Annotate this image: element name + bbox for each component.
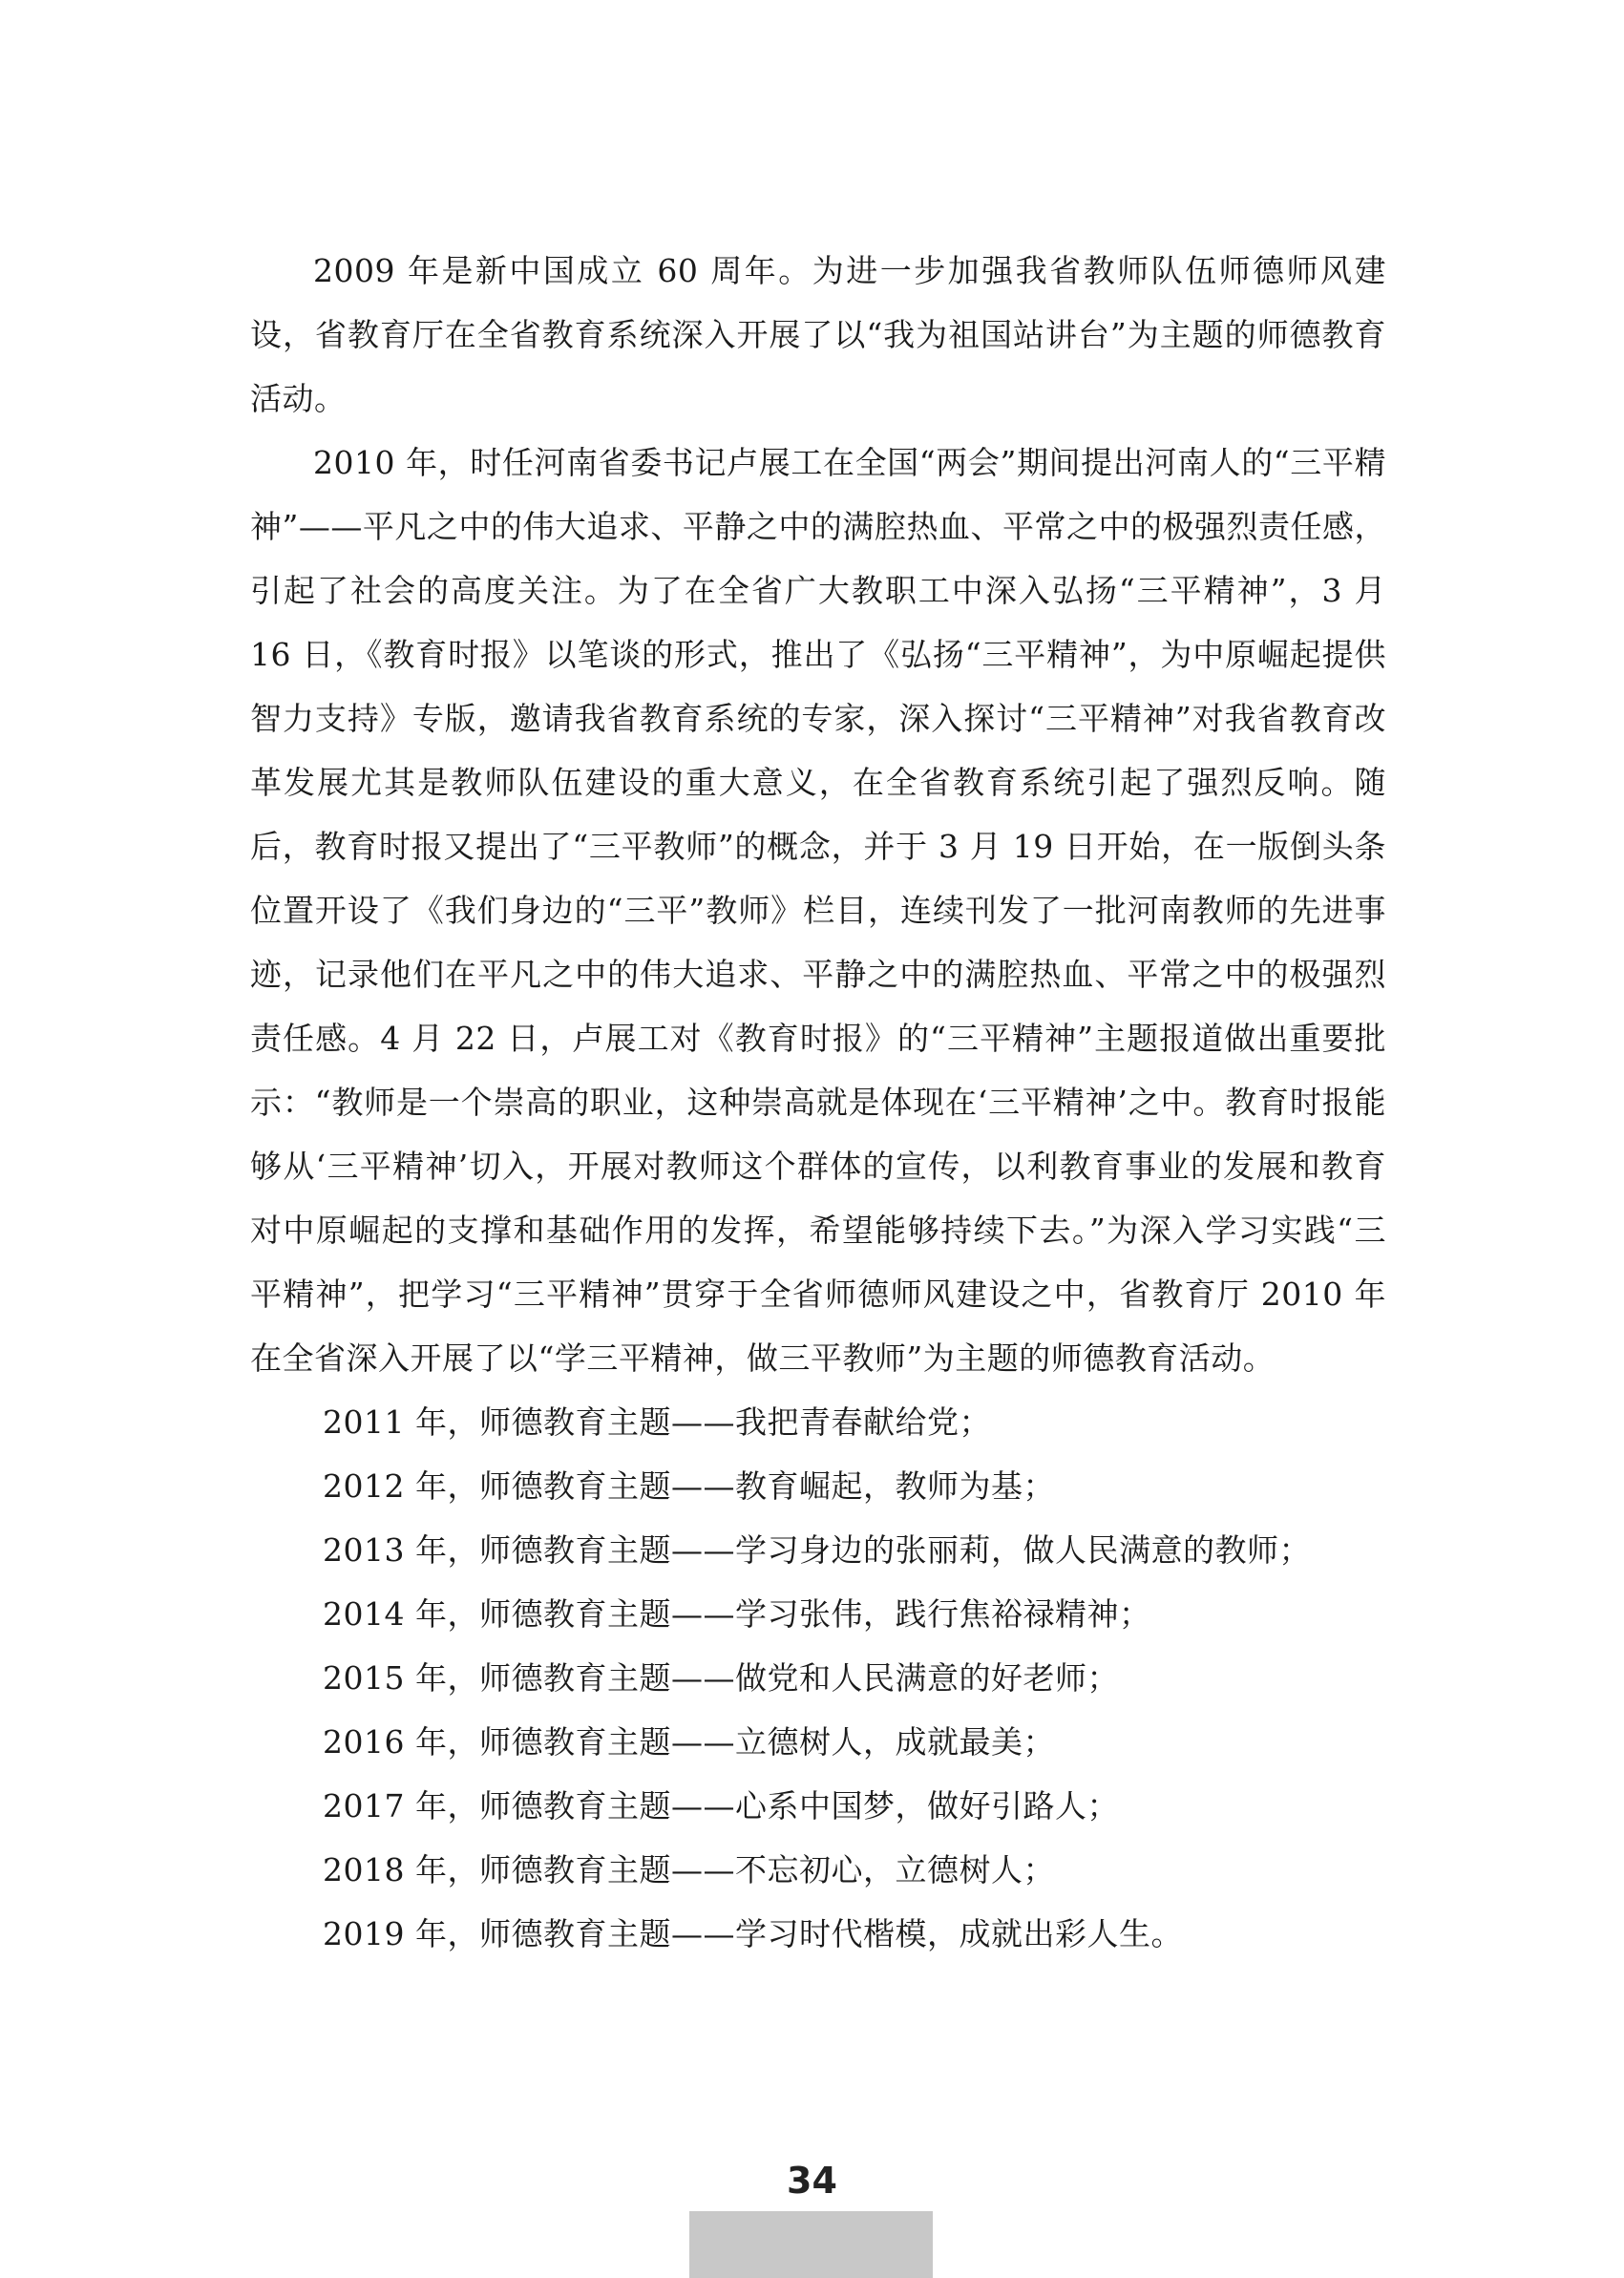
list-item: 2016 年，师德教育主题——立德树人，成就最美； (323, 1723, 1055, 1761)
document-body (250, 239, 1386, 1966)
page-number: 34 (787, 2160, 837, 2202)
footer-band (689, 2211, 933, 2278)
theme-list (250, 1390, 1386, 1966)
list-item: 2014 年，师德教育主题——学习张伟，践行焦裕禄精神； (323, 1595, 1151, 1633)
list-item: 2011 年，师德教育主题——我把青春献给党； (323, 1403, 991, 1441)
list-item: 2017 年，师德教育主题——心系中国梦，做好引路人； (323, 1787, 1119, 1825)
list-item: 2018 年，师德教育主题——不忘初心，立德树人； (323, 1851, 1055, 1888)
list-item: 2013 年，师德教育主题——学习身边的张丽莉，做人民满意的教师； (323, 1531, 1311, 1569)
list-item: 2019 年，师德教育主题——学习时代楷模，成就出彩人生。 (323, 1915, 1183, 1952)
paragraph-2009: 2009 年是新中国成立 60 周年。为进一步加强我省教师队伍师德师风建设，省教育厅在全省教育系统深入开展了以“我为祖国站讲台”为主题的师德教育活动。 (250, 252, 1386, 417)
paragraph-2010: 2010 年，时任河南省委书记卢展工在全国“两会”期间提出河南人的“三平精神”——平凡之中的伟大追求、平静之中的满腔热血、平常之中的极强烈责任感，引起了社会的高度关注。为了在全省广大教职工中深入弘扬“三平精神”，3 月 16 日，《教育时报》以笔谈的形式，推出了《弘扬“三平精神”，为中原崛起提供智力支持》专版，邀请我省教育系统的专家，深入探讨“三平精神”对我省教育改革发展尤其是教师队伍建设的重大意义，在全省教育系统引起了强烈反响。随后，教育时报又提出了“三平教师”的概念，并于 3 月 19 日开始，在一版倒头条位置开设了《我们身边的“三平”教师》栏目，连续刊发了一批河南教师的先进事迹，记录他们在平凡之中的伟大追求、平静之中的满腔热血、平常之中的极强烈责任感。4 月 22 日，卢展工对《教育时报》的“三平精神”主题报道做出重要批示：“教师是一个崇高的职业，这种崇高就是体现在‘三平精神’之中。教育时报能够从‘三平精神’切入，开展对教师这个群体的宣传，以利教育事业的发展和教育对中原崛起的支撑和基础作用的发挥，希望能够持续下去。”为深入学习实践“三平精神”，把学习“三平精神”贯穿于全省师德师风建设之中，省教育厅 2010 年在全省深入开展了以“学三平精神，做三平教师”为主题的师德教育活动。 (250, 444, 1386, 1377)
list-item: 2012 年，师德教育主题——教育崛起，教师为基； (323, 1467, 1055, 1505)
list-item: 2015 年，师德教育主题——做党和人民满意的好老师； (323, 1659, 1119, 1697)
